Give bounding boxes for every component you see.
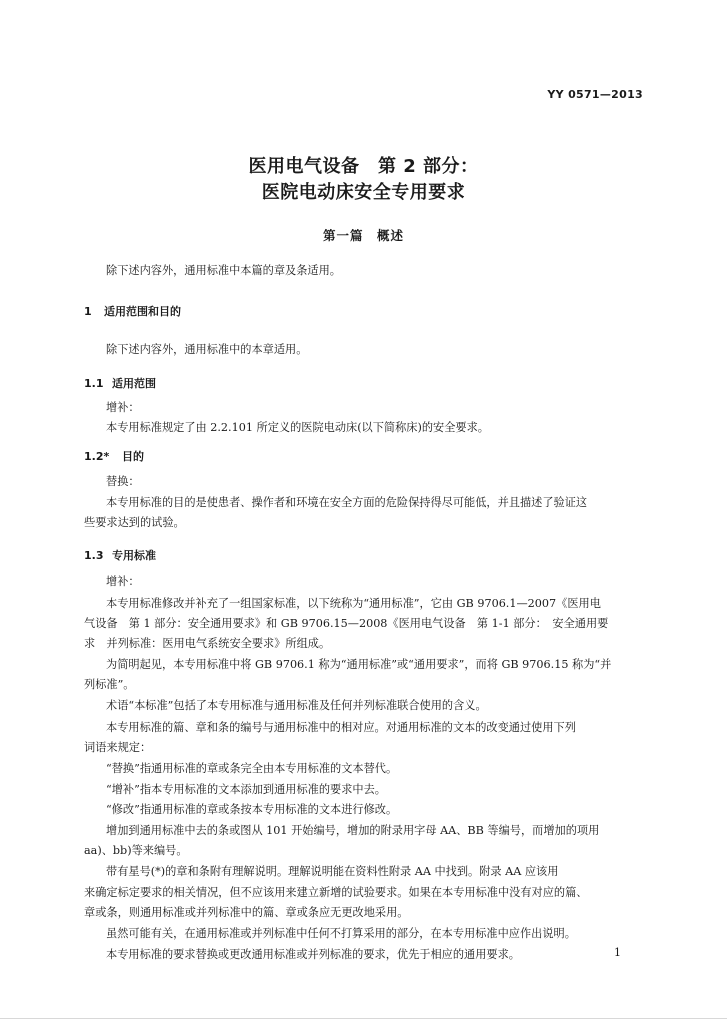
section-number: 1 [84,305,92,318]
section-title: 专用标准 [112,549,156,562]
section-title: 适用范围 [112,377,156,390]
paragraph-line: 气设备 第 1 部分：安全通用要求》和 GB 9706.15—2008《医用电气设备 第 1-1 部分： 安全通用要 [84,617,609,630]
section-1-heading [84,303,181,319]
page-bottom-edge [0,1018,727,1019]
paragraph-line: “替换”指通用标准的章或条完全由本专用标准的文本替代。 [106,762,398,775]
paragraph-line: 本专用标准修改并补充了一组国家标准，以下统称为“通用标准”，它由 GB 9706.1—2007《医用电 [106,597,601,610]
section-1-1-heading [84,375,156,391]
document-title-line1: 医用电气设备 第 2 部分： [248,156,479,177]
paragraph-line: 来确定标定要求的相关情况，但不应该用来建立新增的试验要求。如果在本专用标准中没有对应的篇、 [84,886,588,899]
document-title-line2: 医院电动床安全专用要求 [261,182,466,203]
section-1-3-label: 增补： [106,575,140,588]
page-number: 1 [614,946,621,959]
section-1-3-heading [84,547,156,563]
paragraph-line: 为简明起见，本专用标准中将 GB 9706.1 称为“通用标准”或“通用要求”，而将 GB 9706.15 称为“并 [106,658,612,671]
paragraph-line: 带有星号(*)的章和条附有理解说明。理解说明能在资料性附录 AA 中找到。附录 AA 应该用 [106,865,559,878]
section-1-2-text-line1: 本专用标准的目的是使患者、操作者和环境在安全方面的危险保持得尽可能低，并且描述了验证这 [106,496,588,509]
section-1-2-text-line2: 些要求达到的试验。 [84,516,185,529]
section-1-1-text: 本专用标准规定了由 2.2.101 所定义的医院电动床(以下简称床)的安全要求。 [106,421,489,434]
paragraph-line: 求 并列标准：医用电气系统安全要求》所组成。 [84,637,331,650]
paragraph-line: “修改”指通用标准的章或条按本专用标准的文本进行修改。 [106,803,398,816]
paragraph-line: 词语来规定： [84,741,152,754]
section-number: 1.3 [84,549,104,562]
section-1-2-label: 替换： [106,475,140,488]
paragraph-line: 章或条，则通用标准或并列标准中的篇、章或条应无更改地采用。 [84,906,409,919]
paragraph-line: 本专用标准的要求替换或更改通用标准或并列标准的要求，优先于相应的通用要求。 [106,948,520,961]
section-1-text: 除下述内容外，通用标准中的本章适用。 [106,343,308,356]
section-title: 适用范围和目的 [104,305,181,318]
paragraph-line: 本专用标准的篇、章和条的编号与通用标准中的相对应。对通用标准的文本的改变通过使用下列 [106,721,576,734]
section-1-2-heading [84,448,144,464]
intro-paragraph: 除下述内容外，通用标准中本篇的章及条适用。 [106,264,341,277]
document-code: YY 0571—2013 [547,88,643,101]
part-title: 第一篇 概述 [322,228,404,243]
section-number: 1.1 [84,377,104,390]
paragraph-line: 列标准”。 [84,678,135,691]
section-number: 1.2* [84,450,110,463]
section-title: 目的 [122,450,144,463]
paragraph-line: 增加到通用标准中去的条或图从 101 开始编号，增加的附录用字母 AA、BB 等编号，而增加的项用 [106,824,600,837]
paragraph-line: 虽然可能有关，在通用标准或并列标准中任何不打算采用的部分，在本专用标准中应作出说明。 [106,927,576,940]
section-1-1-label: 增补： [106,401,140,414]
paragraph-line: 术语“本标准”包括了本专用标准与通用标准及任何并列标准联合使用的含义。 [106,699,487,712]
paragraph-line: aa)、bb)等来编号。 [84,844,188,857]
paragraph-line: “增补”指本专用标准的文本添加到通用标准的要求中去。 [106,783,386,796]
